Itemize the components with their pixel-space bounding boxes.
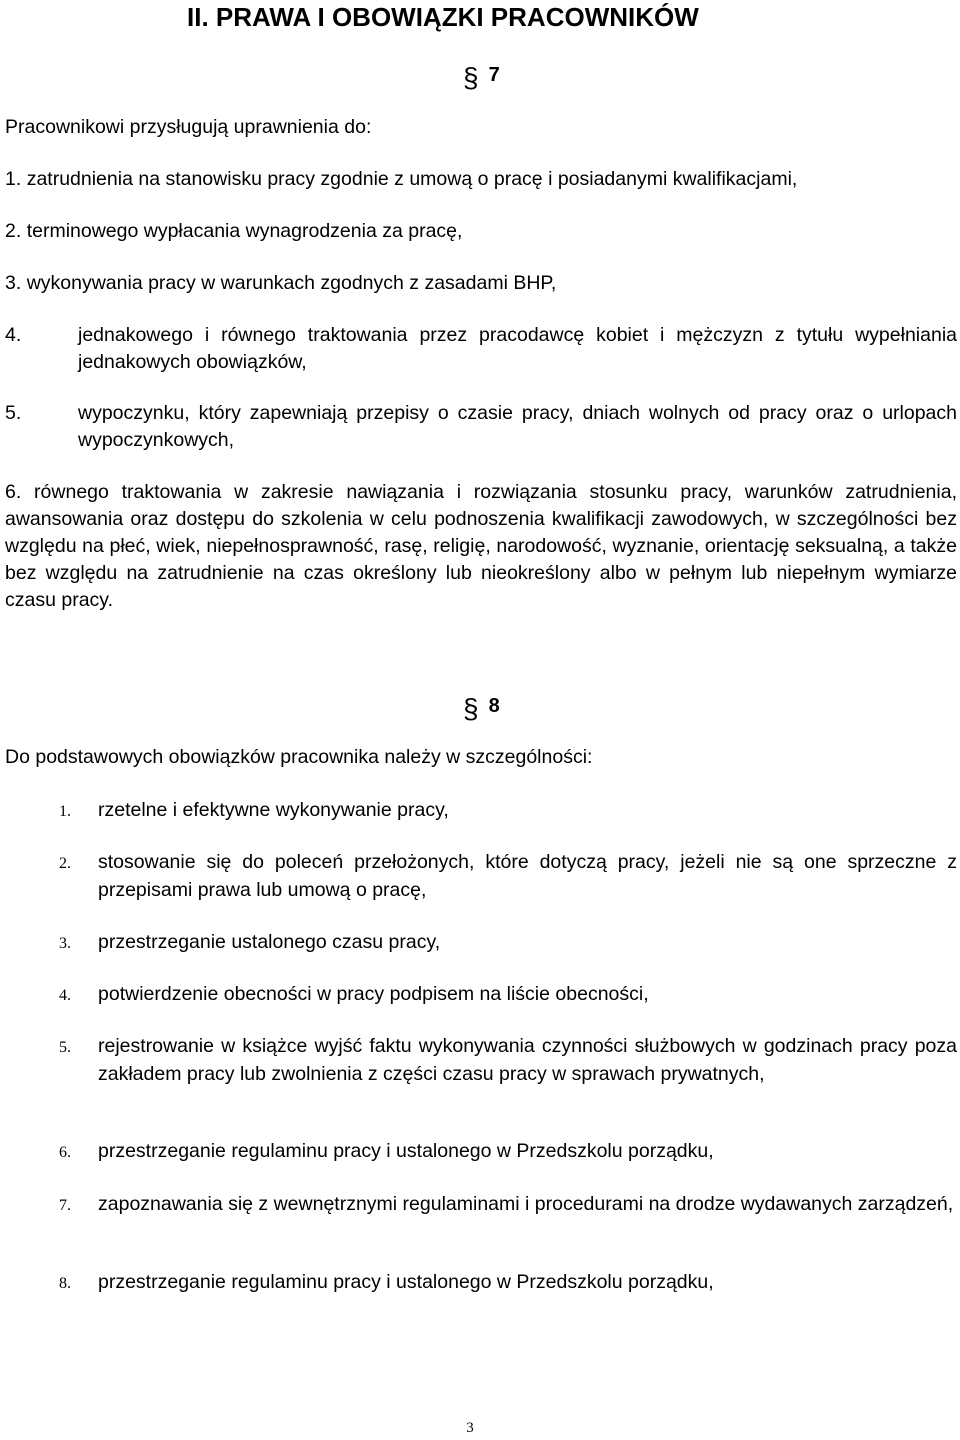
- item-text: rejestrowanie w książce wyjść faktu wykonywania czynności służbowych w godzinach pracy poza zakładem pracy lub zwolnienia z części czasu pracy w sprawach prywatnych,: [98, 1035, 957, 1085]
- section-7-heading: [463, 62, 500, 94]
- list-item: [59, 1138, 957, 1166]
- list-item: [59, 981, 957, 1009]
- list-item: [5, 218, 957, 245]
- paragraph-symbol: §: [463, 62, 479, 93]
- item-number: 1.: [59, 803, 71, 820]
- item-text: jednakowego i równego traktowania przez pracodawcę kobiet i mężczyzn z tytułu wypełniania jednakowych obowiązków,: [78, 324, 957, 373]
- item-text: przestrzeganie ustalonego czasu pracy,: [98, 931, 441, 953]
- section-8-intro: Do podstawowych obowiązków pracownika należy w szczególności:: [5, 746, 593, 768]
- item-number: 4.: [59, 987, 71, 1004]
- list-item: [5, 400, 957, 454]
- item-number: 5.: [59, 1039, 71, 1056]
- item-number: 3.: [5, 272, 22, 294]
- item-number: 2.: [5, 220, 22, 242]
- list-item: [5, 166, 957, 193]
- item-number: 8.: [59, 1275, 71, 1292]
- item-text: przestrzeganie regulaminu pracy i ustalonego w Przedszkolu porządku,: [98, 1271, 714, 1293]
- item-number: 5.: [5, 402, 22, 424]
- item-text: terminowego wypłacania wynagrodzenia za pracę,: [26, 220, 463, 242]
- item-number: 3.: [59, 935, 71, 952]
- page-number: 3: [466, 1420, 474, 1436]
- list-item: [59, 1269, 957, 1297]
- item-text: zatrudnienia na stanowisku pracy zgodnie z umową o pracę i posiadanymi kwalifikacjami,: [26, 168, 798, 190]
- item-text: wykonywania pracy w warunkach zgodnych z zasadami BHP,: [26, 272, 557, 294]
- item-text: rzetelne i efektywne wykonywanie pracy,: [98, 799, 449, 821]
- item-number: 2.: [59, 855, 71, 872]
- list-item: [5, 322, 957, 376]
- item-number: 6.: [59, 1144, 71, 1161]
- item-number: 4.: [5, 324, 22, 346]
- list-item: [5, 270, 957, 297]
- list-item: [59, 1191, 957, 1219]
- list-item: [59, 1033, 957, 1088]
- item-text: równego traktowania w zakresie nawiązania i rozwiązania stosunku pracy, warunków zatrudnienia, awansowania oraz dostępu do szkolenia w celu podnoszenia kwalifikacji zawodowych, w szczególności bez względu na płeć, wiek, niepełnosprawność, rasę, religię, narodowość, wyznanie, orientację seksualną, a także bez względu na zatrudnienie na czas określony lub nieokreślony albo w pełnym lub niepełnym wymiarze czasu pracy.: [5, 481, 958, 611]
- list-item: [59, 849, 957, 904]
- list-item: [59, 929, 957, 957]
- item-text: przestrzeganie regulaminu pracy i ustalonego w Przedszkolu porządku,: [98, 1140, 714, 1162]
- section-8-heading: [463, 693, 500, 725]
- item-text: stosowanie się do poleceń przełożonych, które dotyczą pracy, jeżeli nie są one sprzeczne z przepisami prawa lub umową o pracę,: [98, 851, 957, 901]
- list-item: [59, 797, 957, 825]
- list-item: [5, 479, 957, 614]
- item-text: wypoczynku, który zapewniają przepisy o czasie pracy, dniach wolnych od pracy oraz o urlopach wypoczynkowych,: [78, 402, 957, 451]
- item-text: zapoznawania się z wewnętrznymi regulaminami i procedurami na drodze wydawanych zarządzeń,: [98, 1193, 954, 1215]
- chapter-title: II. PRAWA I OBOWIĄZKI PRACOWNIKÓW: [187, 2, 699, 32]
- item-text: potwierdzenie obecności w pracy podpisem na liście obecności,: [98, 983, 649, 1005]
- item-number: 6.: [5, 481, 22, 503]
- item-number: 7.: [59, 1197, 71, 1214]
- section-number: 8: [488, 695, 500, 717]
- section-7-intro: Pracownikowi przysługują uprawnienia do:: [5, 116, 372, 138]
- section-number: 7: [488, 64, 500, 86]
- item-number: 1.: [5, 168, 22, 190]
- paragraph-symbol: §: [463, 693, 479, 724]
